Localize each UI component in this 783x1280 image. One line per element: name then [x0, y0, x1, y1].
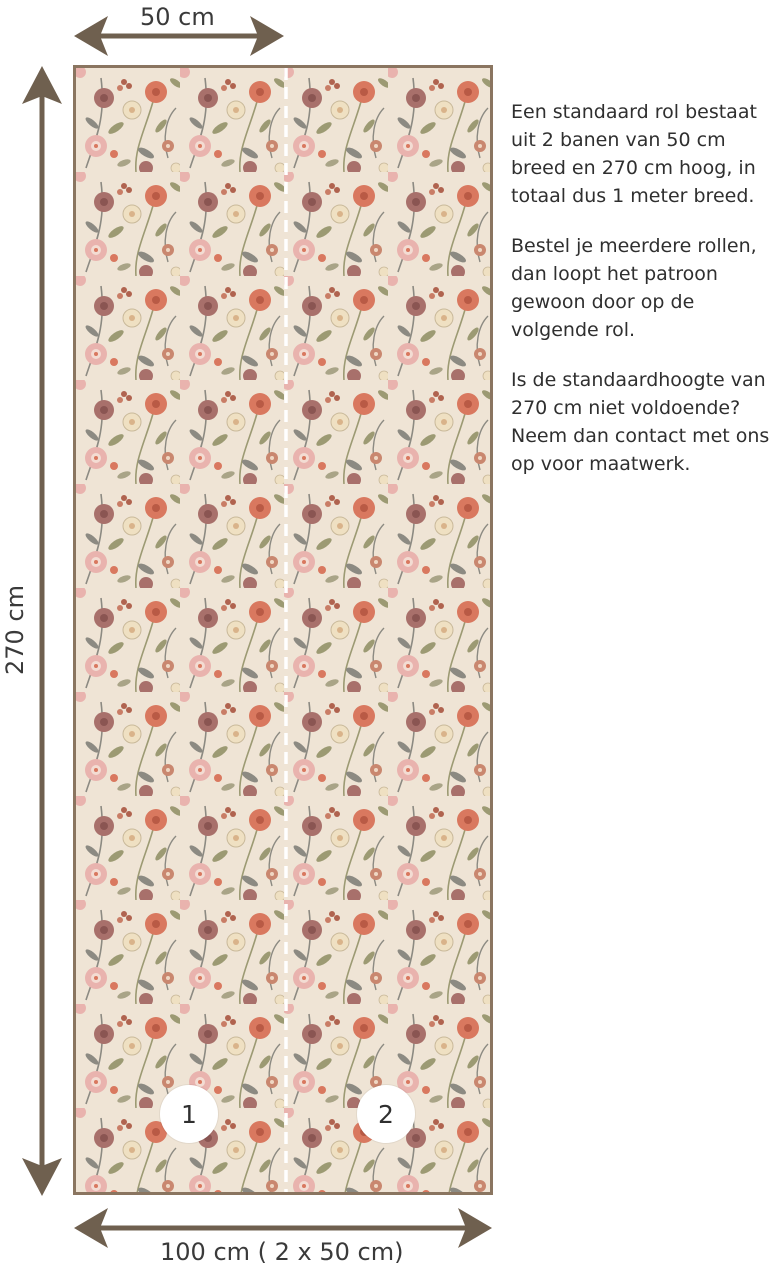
info-paragraph-2: Bestel je meerdere rollen, dan loopt het patroon gewoon door op de volgende rol. — [511, 235, 757, 341]
roll-width-label: 50 cm — [140, 3, 215, 31]
info-paragraph-1: Een standaard rol bestaat uit 2 banen van 50 cm breed en 270 cm hoog, in totaal dus 1 meter breed. — [511, 101, 757, 207]
panel-2-badge: 2 — [357, 1085, 415, 1143]
info-paragraph-3: Is de standaardhoogte van 270 cm niet voldoende? Neem dan contact met ons op voor maatwerk. — [511, 369, 770, 475]
total-width-label: 100 cm ( 2 x 50 cm) — [160, 1238, 404, 1266]
height-label: 270 cm — [1, 584, 29, 675]
floral-pattern — [76, 68, 490, 1192]
wallpaper-panel — [73, 65, 493, 1195]
panel-1-badge: 1 — [160, 1085, 218, 1143]
height-label-wrap — [1, 584, 29, 675]
info-text — [511, 98, 773, 500]
pattern-fill — [76, 68, 490, 1192]
